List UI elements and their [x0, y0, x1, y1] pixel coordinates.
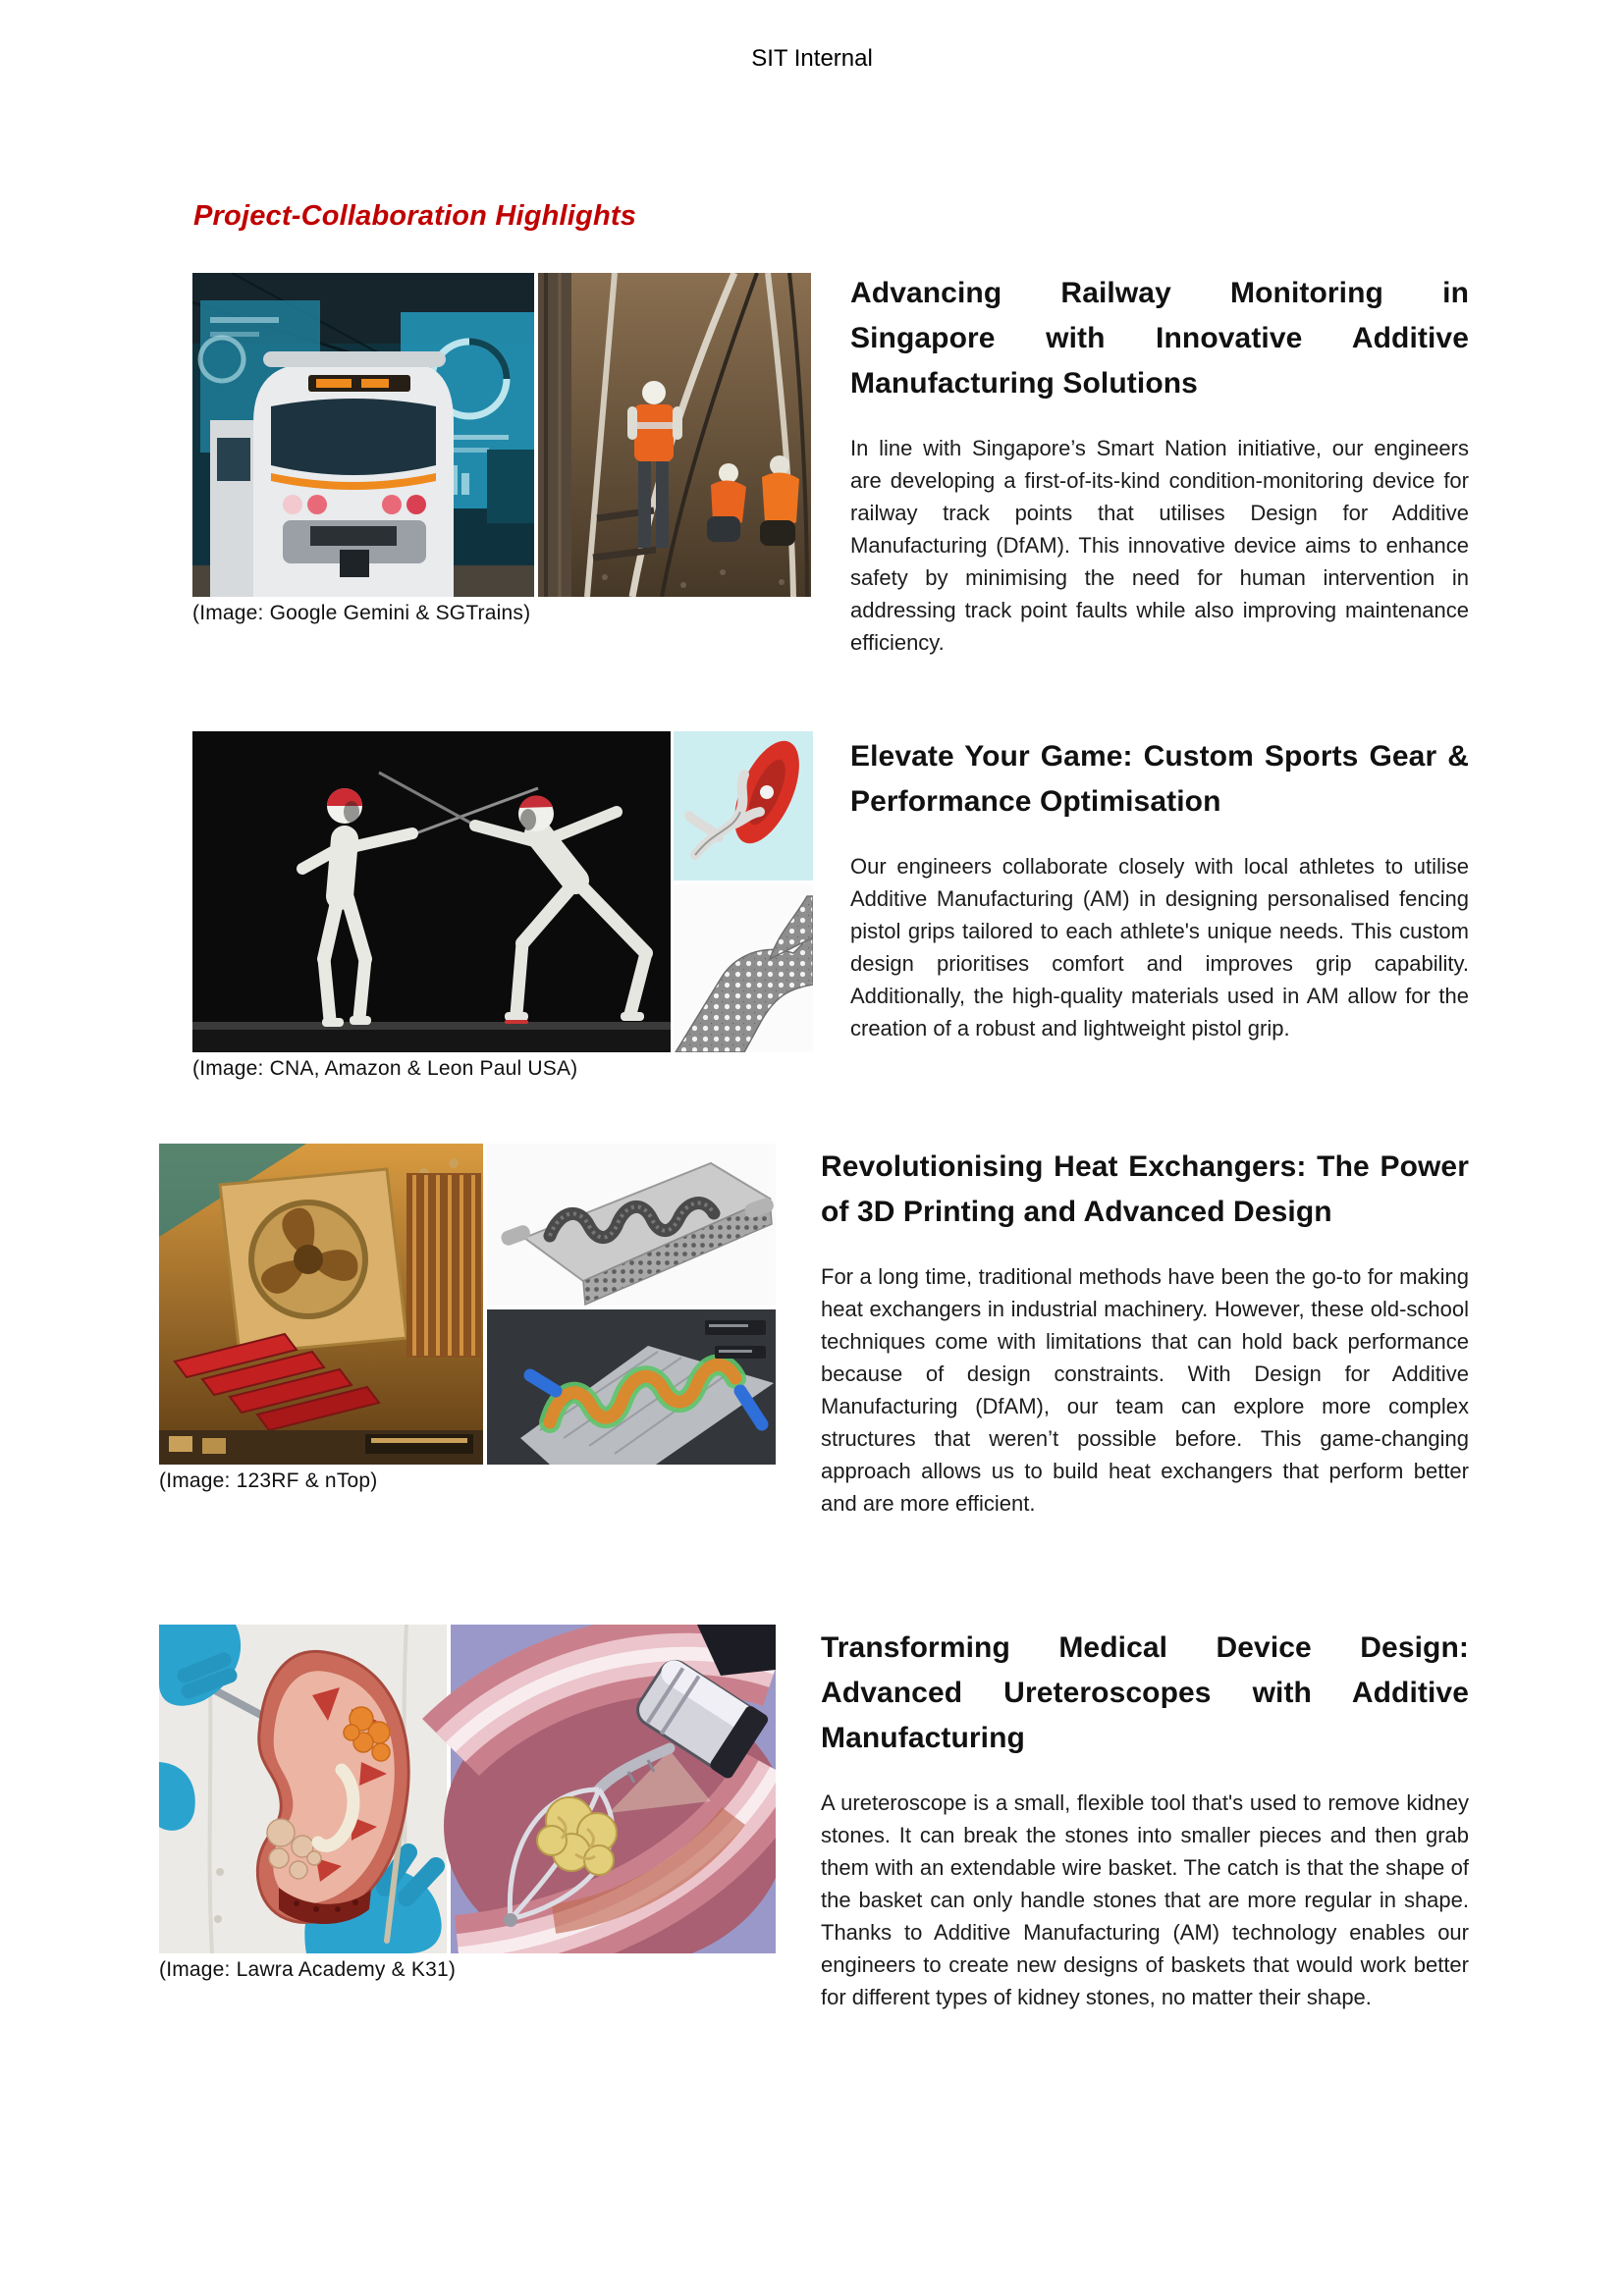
medical-figure: [159, 1625, 776, 1982]
image-caption: (Image: CNA, Amazon & Leon Paul USA): [192, 1057, 578, 1080]
section-body: For a long time, traditional methods have been the go-to for making heat exchangers in industrial machinery. However, these old-school techniques come with limitations that can hold back performance because of design constraints. With Design for Additive Manufacturing (DfAM), our team can explore more complex structures that weren’t possible before. This game-changing approach allows us to build heat exchangers that perform better and are more efficient.: [821, 1264, 1469, 1516]
section-body: In line with Singapore’s Smart Nation initiative, our engineers are developing a first-of-its-kind condition-monitoring device for railway track points that utilises Design for Additive Manufacturing (DfAM). This innovative device aims to enhance safety by minimising the need for human intervention in addressing track point faults while also improving maintenance efficiency.: [850, 436, 1469, 655]
fencing-figure: [192, 731, 813, 1081]
image-caption: (Image: 123RF & nTop): [159, 1469, 378, 1492]
fencers-photo: [192, 731, 671, 1052]
railway-figure: [192, 273, 811, 625]
section-heading: Transforming Medical Device Design: Advanced Ureteroscopes with Additive Manufacturing: [821, 1631, 1469, 1754]
section-heading: Elevate Your Game: Custom Sports Gear & Performance Optimisation: [850, 740, 1469, 818]
pistol-grip-photo: [674, 731, 813, 881]
railway-text-column: [850, 271, 1469, 659]
heat-exchanger-collage-image: [159, 1144, 776, 1465]
heat-exchanger-figure: [159, 1144, 776, 1493]
smart-station-train-photo: [192, 273, 534, 597]
image-caption: (Image: Google Gemini & SGTrains): [192, 602, 531, 624]
railway-collage-image: [192, 273, 811, 597]
section-heading: Revolutionising Heat Exchangers: The Power of 3D Printing and Advanced Design: [821, 1150, 1469, 1228]
fencing-collage-image: [192, 731, 813, 1052]
section-heading: Advancing Railway Monitoring in Singapore with Innovative Additive Manufacturing Solutions: [850, 277, 1469, 400]
cpu-heatsink-photo: [159, 1144, 483, 1465]
page-title: Project-Collaboration Highlights: [193, 200, 637, 232]
document-classification-header: SIT Internal: [751, 45, 873, 72]
section-body: Our engineers collaborate closely with local athletes to utilise Additive Manufacturing (AM) in designing personalised fencing pistol grips tailored to each athlete's unique needs. This custom design prioritises comfort and improves grip capability. Additionally, the high-quality materials used in AM allow for the creation of a robust and lightweight pistol grip.: [850, 854, 1469, 1041]
printed-heat-exchanger-photo: [487, 1144, 776, 1306]
thermal-simulation-photo: [487, 1309, 776, 1465]
track-workers-photo: [538, 273, 811, 597]
image-caption: (Image: Lawra Academy & K31): [159, 1958, 457, 1981]
medical-text-column: [821, 1626, 1469, 2013]
medical-collage-image: [159, 1625, 776, 1953]
heat-exchanger-text-column: [821, 1145, 1469, 1520]
section-body: A ureteroscope is a small, flexible tool that's used to remove kidney stones. It can break the stones into smaller pieces and then grab them with an extendable wire basket. The catch is that the shape of the basket can only handle stones that are more regular in shape. Thanks to Additive Manufacturing (AM) technology enables our engineers to create new designs of baskets that would work better for different types of kidney stones, no matter their shape.: [821, 1790, 1469, 2009]
lattice-grip-photo: [674, 884, 813, 1052]
ureteroscope-illustration: [444, 1625, 776, 1953]
fencing-text-column: [850, 734, 1469, 1044]
kidney-model-photo: [159, 1625, 447, 1953]
